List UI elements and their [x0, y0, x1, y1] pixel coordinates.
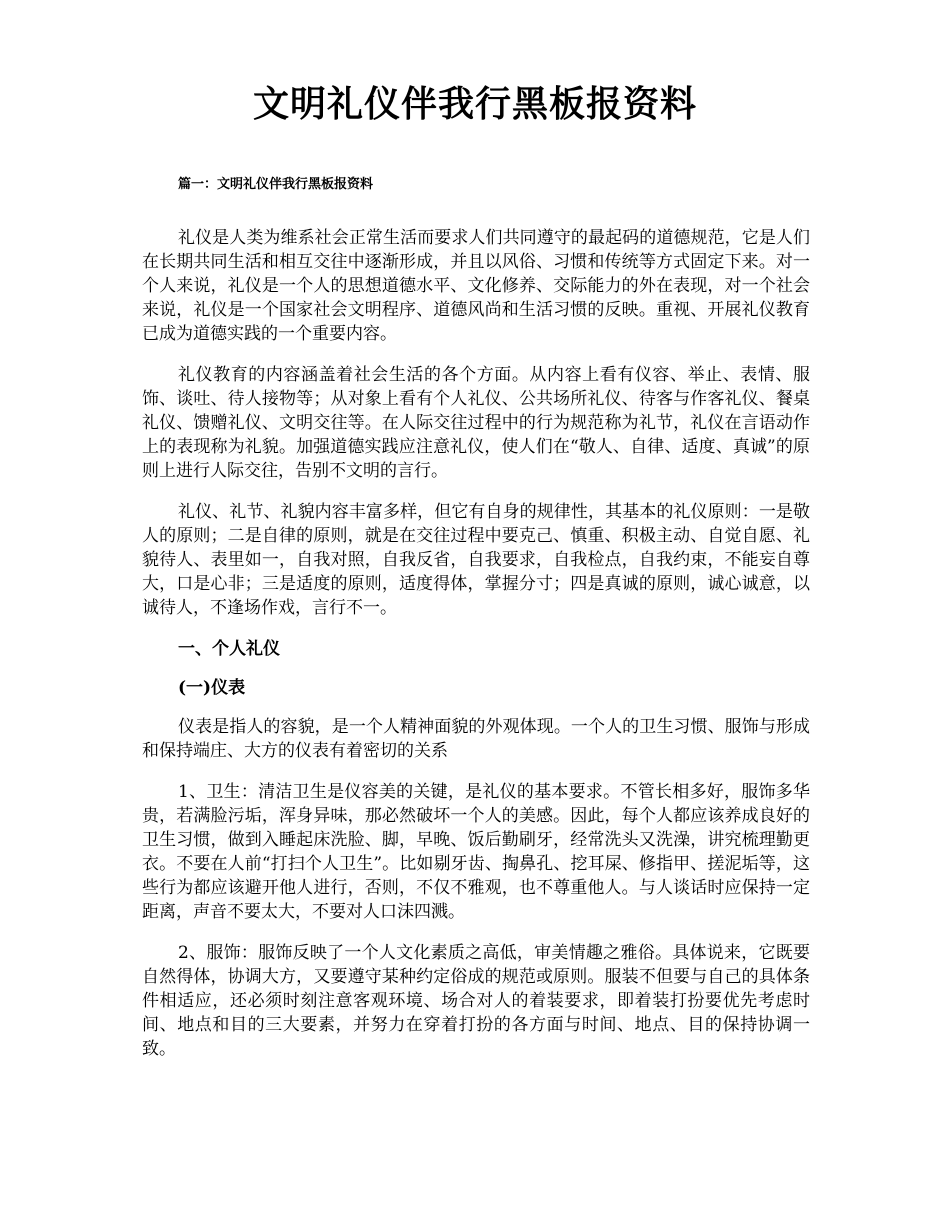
paragraph-clothing: 2、服饰：服饰反映了一个人文化素质之高低，审美情趣之雅俗。具体说来，它既要自然得体，协调大方，又要遵守某种约定俗成的规范或原则。服装不但要与自己的具体条件相适应，还必须时刻注意客观环境、场合对人的着装要求，即着装打扮要优先考虑时间、地点和目的三大要素，并努力在穿着打扮的各方面与时间、地点、目的保持协调一致。: [142, 943, 810, 1059]
paragraph-intro: 礼仪是人类为维系社会正常生活而要求人们共同遵守的最起码的道德规范，它是人们在长期共同生活和相互交往中逐渐形成，并且以风俗、习惯和传统等方式固定下来。对一个人来说，礼仪是一个人的思想道德水平、文化修养、交际能力的外在表现，对一个社会来说，礼仪是一个国家社会文明程序、道德风尚和生活习惯的反映。重视、开展礼仪教育已成为道德实践的一个重要内容。: [142, 228, 810, 344]
paragraph-content: 礼仪教育的内容涵盖着社会生活的各个方面。从内容上看有仪容、举止、表情、服饰、谈吐、待人接物等；从对象上看有个人礼仪、公共场所礼仪、待客与作客礼仪、餐桌礼仪、馈赠礼仪、文明交往等。在人际交往过程中的行为规范称为礼节，礼仪在言语动作上的表现称为礼貌。加强道德实践应注意礼仪，使人们在“敬人、自律、适度、真诚”的原则上进行人际交往，告别不文明的言行。: [142, 365, 810, 481]
paragraph-appearance: 仪表是指人的容貌，是一个人精神面貌的外观体现。一个人的卫生习惯、服饰与形成和保持端庄、大方的仪表有着密切的关系: [142, 717, 810, 761]
heading-appearance: (一)仪表: [178, 678, 246, 698]
document-title: 文明礼仪伴我行黑板报资料: [252, 83, 697, 125]
document-body: [142, 226, 810, 1078]
section-label: 篇一：文明礼仪伴我行黑板报资料: [178, 177, 374, 192]
heading-personal-etiquette: 一、个人礼仪: [178, 639, 280, 659]
paragraph-hygiene: 1、卫生：清洁卫生是仪容美的关键，是礼仪的基本要求。不管长相多好，服饰多华贵，若满脸污垢，浑身异味，那必然破坏一个人的美感。因此，每个人都应该养成良好的卫生习惯，做到入睡起床洗脸、脚，早晚、饭后勤刷牙，经常洗头又洗澡，讲究梳理勤更衣。不要在人前“打扫个人卫生”。比如剔牙齿、掏鼻孔、挖耳屎、修指甲、搓泥垢等，这些行为都应该避开他人进行，否则，不仅不雅观，也不尊重他人。与人谈话时应保持一定距离，声音不要太大，不要对人口沫四溅。: [142, 782, 810, 922]
paragraph-principles: 礼仪、礼节、礼貌内容丰富多样，但它有自身的规律性，其基本的礼仪原则：一是敬人的原则；二是自律的原则，就是在交往过程中要克己、慎重、积极主动、自觉自愿、礼貌待人、表里如一，自我对照，自我反省，自我要求，自我检点，自我约束，不能妄自尊大，口是心非；三是适度的原则，适度得体，掌握分寸；四是真诚的原则，诚心诚意，以诚待人，不逢场作戏，言行不一。: [142, 502, 810, 618]
